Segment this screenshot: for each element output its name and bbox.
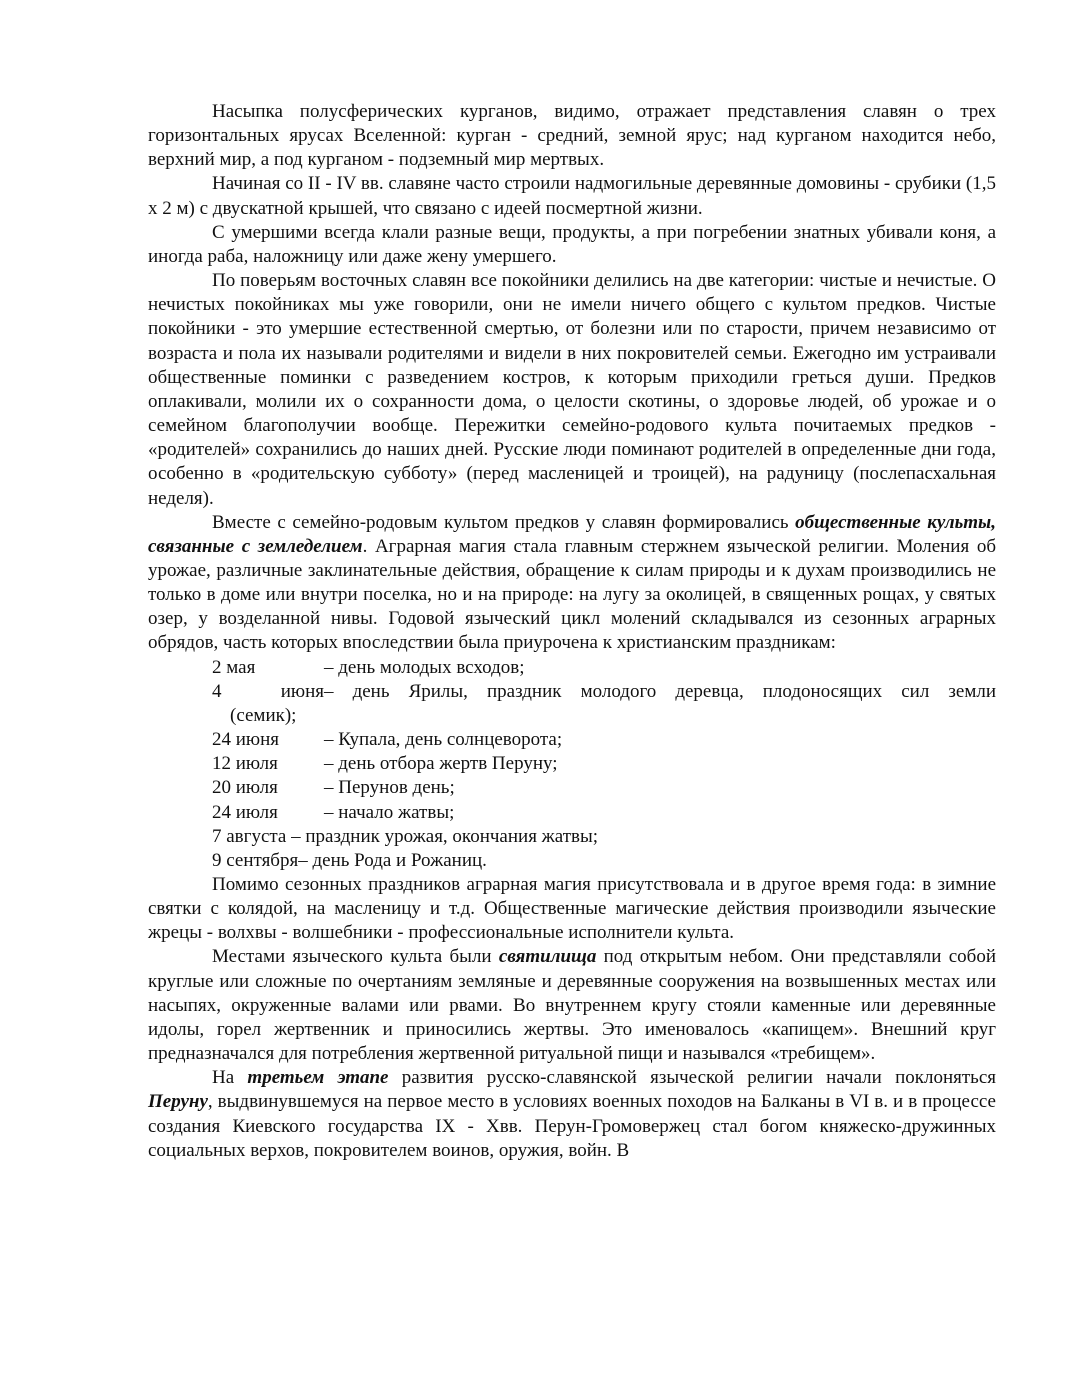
holiday-text-continuation: (семик); [230, 704, 297, 726]
text-run: На [212, 1067, 248, 1089]
holiday-item [148, 680, 996, 704]
holiday-list [148, 656, 996, 873]
holiday-item [148, 849, 996, 873]
paragraph-sanctuaries [148, 945, 996, 1066]
emphasis-agrarian-cults: общественные культы, связанные с земледелием [148, 511, 996, 557]
text-run: Вместе с семейно-родовым культом предков у славян формировались [212, 511, 796, 533]
holiday-date: 12 июля [212, 753, 278, 775]
paragraph-perun [148, 1066, 996, 1163]
holiday-item [148, 825, 996, 849]
holiday-text: – день отбора жертв Перуну; [324, 753, 558, 775]
holiday-item [148, 776, 996, 800]
emphasis-sanctuaries: святилища [498, 946, 597, 968]
paragraph-domoviny: Начиная со II - IV вв. славяне часто строили надмогильные деревянные домовины - срубики (1,5 х 2 м) с двускатной крышей, что связано с идеей посмертной жизни. [148, 173, 996, 219]
paragraph-burial-goods: С умершими всегда клали разные вещи, продукты, а при погребении знатных убивали коня, а иногда раба, наложницу или даже жену умершего. [148, 221, 996, 267]
holiday-date: 2 мая [212, 656, 256, 678]
holiday-text: – Купала, день солнцеворота; [324, 729, 563, 751]
holiday-text: день Рода и Рожаниц. [307, 849, 487, 871]
holiday-text: – Перунов день; [324, 777, 455, 799]
holiday-date: 9 сентября– [212, 849, 308, 871]
text-run: под открытым небом. Они представляли собой круглые или сложные по очертаниям земляные и деревянные сооружения на возвышенных местах или насыпях, окруженные валами или рвами. Во внутреннем кругу стояли каменные или деревянные идолы, горел жертвенник и приносились жертвы. Это именовалось «капищем». Внешний круг предназначался для потребления жертвенной ритуальной пищи и назывался «требищем». [148, 946, 997, 1065]
text-run: развития русско-славянской языческой религии начали поклоняться [388, 1067, 996, 1089]
emphasis-perun: Перуну [148, 1091, 208, 1113]
holiday-date: 24 июня [212, 729, 280, 751]
holiday-item [148, 752, 996, 776]
text-run: . Аграрная магия стала главным стержнем языческой религии. Моления об урожае, различные заклинательные действия, обращение к силам природы и к духам производились не только в доме или внутри поселка, но и на природе: на лугу за околицей, в священных рощах, у святых озер, у возделанной нивы. Годовой языческий цикл молений складывался из сезонных аграрных обрядов, часть которых впоследствии была приурочена к христианским праздникам: [148, 535, 996, 654]
text-run: , выдвинувшемуся на первое место в условиях военных походов на Балканы в VI в. и в процессе создания Киевского государства IX - Хвв. Перун-Громовержец стал богом княжеско-дружинных социальных верхов, покровителем воинов, оружия, войн. В [148, 1091, 996, 1161]
holiday-date: 4 июня [212, 680, 324, 702]
holiday-text: – день молодых всходов; [324, 656, 525, 678]
holiday-date: 7 августа – [212, 825, 301, 847]
paragraph-kurgans: Насыпка полусферических курганов, видимо, отражает представления славян о трех горизонтальных ярусах Вселенной: курган - средний, земной ярус; над курганом находится небо, верхний мир, а под курганом - подземный мир мертвых. [148, 101, 996, 171]
holiday-date: 24 июля [212, 801, 278, 823]
holiday-date: 20 июля [212, 777, 278, 799]
holiday-item [148, 728, 996, 752]
holiday-text: праздник урожая, окончания жатвы; [300, 825, 599, 847]
paragraph-seasonal-magic: Помимо сезонных праздников аграрная магия присутствовала и в другое время года: в зимние святки с колядой, на масленицу и т.д. Общественные магические действия производили языческие жрецы - волхвы - волшебники - профессиональные исполнители культа. [148, 874, 996, 944]
holiday-text: – день Ярилы, праздник молодого деревца, плодоносящих сил земли [324, 680, 996, 702]
holiday-item [148, 656, 996, 680]
paragraph-ancestors: По поверьям восточных славян все покойники делились на две категории: чистые и нечистые. О нечистых покойниках мы уже говорили, они не имели ничего общего с культом предков. Чистые покойники - это умершие естественной смертью, от болезни или по старости, причем независимо от возраста и пола их называли родителями и видели в них покровителей семьи. Ежегодно им устраивали общественные поминки с разведением костров, к которым приходили греться души. Предков оплакивали, молили их о сохранности дома, о целости скотины, о здоровье людей, об урожае и о семейном благополучии вообще. Пережитки семейно-родового культа почитаемых предков - «родителей» сохранились до наших дней. Русские люди поминают родителей в определенные дни года, особенно в «родительскую субботу» (перед масленицей и троицей), на радуницу (послепасхальная неделя). [148, 270, 996, 509]
holiday-item-continuation [148, 704, 996, 728]
emphasis-third-stage: третьем этапе [247, 1067, 389, 1089]
text-run: Местами языческого культа были [212, 946, 499, 968]
holiday-text: – начало жатвы; [324, 801, 455, 823]
paragraph-agrarian-cults [148, 511, 996, 656]
holiday-item [148, 801, 996, 825]
